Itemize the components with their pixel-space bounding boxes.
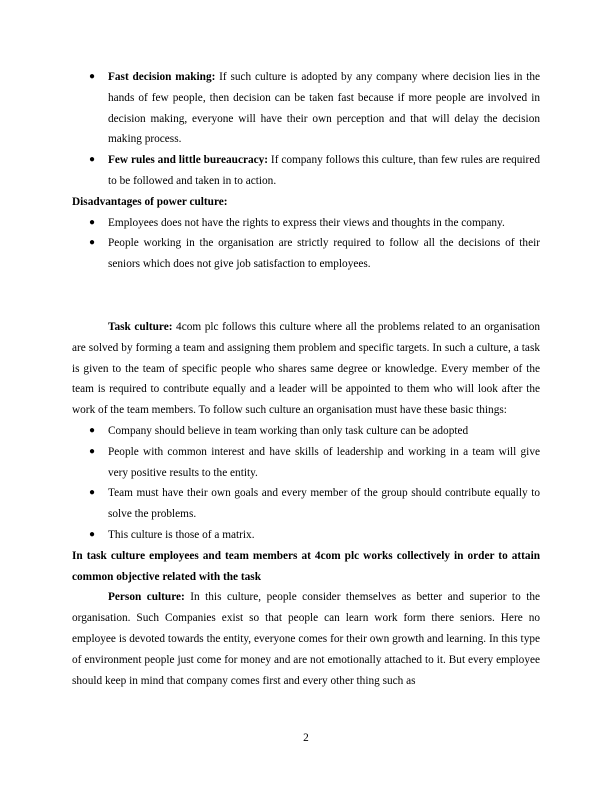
bullet-task-2: [72, 442, 540, 484]
bullet-icon: ●: [89, 71, 96, 82]
person-culture-text: In this culture, people consider themselves as better and superior to the organisation. Such Companies exist so that people can learn work form there seniors. Here no employee is devoted towards the entity, everyone comes for their own growth and learning. In this type of environment people just come for money and are not emotionally attached to it. But every employee should keep in mind that company comes first and every other thing such as: [72, 591, 540, 687]
bullet-text: People working in the organisation are strictly required to follow all the decisions of their seniors which does not give job satisfaction to employees.: [108, 237, 540, 271]
bullet-disadvantage-1: [72, 213, 540, 234]
document-page: [72, 67, 540, 691]
bullet-text: Team must have their own goals and every member of the group should contribute equally to solve the problems.: [108, 487, 540, 521]
bullet-text: If company follows this culture, than few rules are required to be followed and taken in to action.: [108, 154, 540, 187]
bullet-text: This culture is those of a matrix.: [108, 528, 255, 541]
task-culture-summary: In task culture employees and team members at 4com plc works collectively in order to attain common objective related with the task: [72, 549, 540, 583]
task-culture-paragraph: [72, 317, 540, 421]
bullet-text: Employees does not have the rights to express their views and thoughts in the company.: [108, 216, 505, 229]
person-culture-label: Person culture:: [108, 591, 185, 604]
bullet-task-1: [72, 421, 540, 442]
task-culture-text: 4com plc follows this culture where all the problems related to an organisation are solved by forming a team and assigning them problem and specific targets. In such a culture, a task is given to the team of specific people who shares same degree or knowledge. Every member of the team is required to contribute equally and a leader will be appointed to them who will look after the work of the team members. To follow such culture an organisation must have these basic things:: [72, 320, 540, 417]
bullet-icon: ●: [89, 154, 96, 166]
bullet-term: Fast decision making:: [108, 71, 216, 83]
task-culture-label: Task culture:: [108, 320, 173, 333]
bullet-disadvantage-2: [72, 233, 540, 275]
bullet-icon: ●: [89, 216, 96, 228]
bullet-term: Few rules and little bureaucracy:: [108, 154, 269, 167]
bullet-text: Company should believe in team working than only task culture can be adopted: [108, 424, 469, 437]
bullet-task-3: [72, 483, 540, 525]
bullet-few-rules: [72, 150, 540, 192]
bullet-icon: ●: [89, 445, 96, 457]
disadvantages-heading: Disadvantages of power culture:: [72, 195, 228, 208]
bullet-task-4: [72, 525, 540, 546]
bullet-icon: ●: [89, 424, 96, 436]
bullet-text: People with common interest and have skills of leadership and working in a team will give very positive results to the entity.: [108, 445, 540, 479]
bullet-icon: ●: [89, 528, 96, 540]
bullet-icon: ●: [89, 237, 96, 249]
bullet-fast-decision: [72, 67, 540, 150]
person-culture-paragraph: [72, 587, 540, 691]
bullet-icon: ●: [89, 487, 96, 499]
page-number: 2: [303, 732, 309, 744]
bullet-text: If such culture is adopted by any company where decision lies in the hands of few people, then decision can be taken fast because if more people are involved in decision making, everyone will have their own perception and that will delay the decision making process.: [108, 71, 540, 146]
